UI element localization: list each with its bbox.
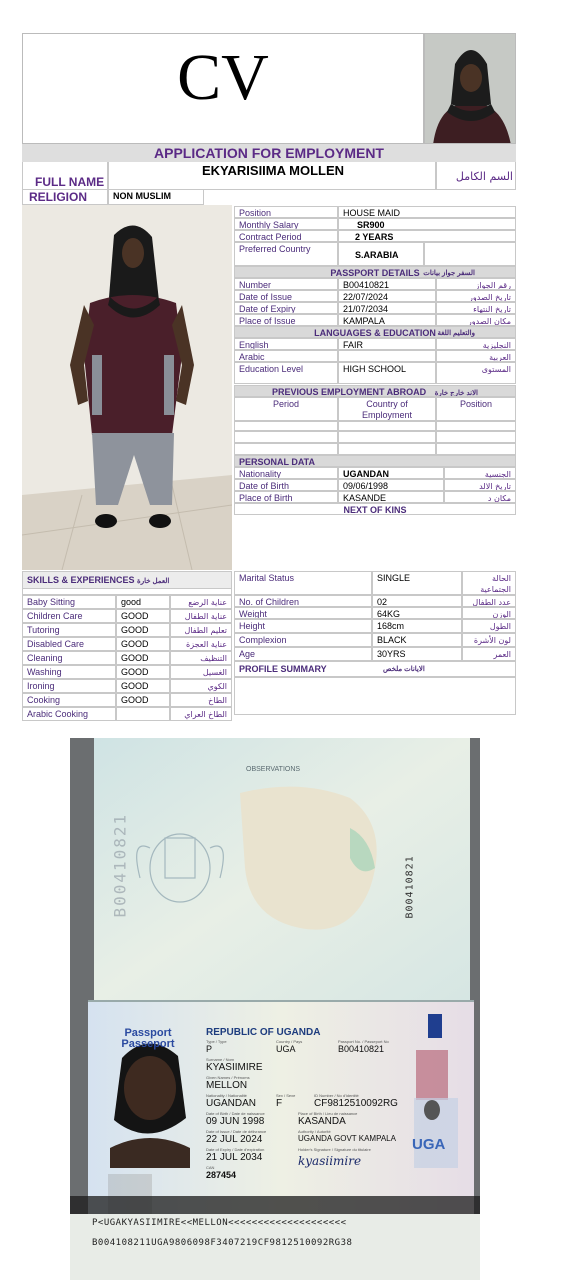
skill-value: GOOD <box>116 665 170 679</box>
height-value: 168cm <box>372 619 462 633</box>
marital-label: Marital Status <box>234 571 372 595</box>
children-ar: عدد الطفال <box>462 595 516 607</box>
skill-label: Children Care <box>22 609 116 623</box>
education-ar: المستوى <box>436 362 516 384</box>
issue-date-label: Date of Issue <box>234 290 338 302</box>
uga-badge: UGA <box>412 1136 446 1153</box>
country-employment-col: Country of Employment <box>338 397 436 421</box>
height-label: Height <box>234 619 372 633</box>
skill-label: Arabic Cooking <box>22 707 116 721</box>
expiry-date-ar: تاريخ النتهاء <box>436 302 516 314</box>
holder-signature: kyasiimire <box>298 1154 362 1168</box>
period-col: Period <box>234 397 338 421</box>
given-label: Given Names / Prénoms <box>206 1075 250 1080</box>
dob-value: 09/06/1998 <box>338 479 444 491</box>
full-name-label-cell <box>22 162 108 190</box>
skill-ar: عناية العجزة <box>170 637 232 651</box>
employment-row <box>436 421 516 431</box>
employment-row <box>338 443 436 455</box>
employment-row <box>338 431 436 443</box>
salary-label: Monthly Salary <box>234 218 338 230</box>
skill-ar: التنظيف <box>170 651 232 665</box>
profile-summary-body <box>234 677 516 715</box>
dob-label-pp: Date of Birth / Date de naissance <box>206 1111 265 1116</box>
english-label: English <box>234 338 338 350</box>
skill-value: GOOD <box>116 637 170 651</box>
position-value: HOUSE MAID <box>338 206 516 218</box>
skill-ar: الكوي <box>170 679 232 693</box>
profile-summary-header <box>234 661 516 677</box>
passport-word-fr: Passeport <box>121 1038 175 1050</box>
religion-label: RELIGION <box>22 190 108 205</box>
arabic-value <box>338 350 436 362</box>
perforated-number: B00410821 <box>110 812 130 918</box>
passport-word-en: Passport <box>124 1027 172 1039</box>
children-label: No. of Children <box>234 595 372 607</box>
passport-number-value: B00410821 <box>338 278 436 290</box>
pob-ar: مكان د <box>444 491 516 503</box>
surname-value: KYASIIMIRE <box>206 1062 263 1073</box>
skill-label: Ironing <box>22 679 116 693</box>
nationality-value: UGANDAN <box>338 467 444 479</box>
doi-label-pp: Date of Issue / Date de délivrance <box>206 1129 267 1134</box>
previous-employment-title: PREVIOUS EMPLOYMENT ABROAD <box>271 387 427 397</box>
skills-title-ar: العمل خارة <box>137 578 170 585</box>
nationality-value-pp: UGANDAN <box>206 1098 257 1109</box>
place-issue-value: KAMPALA <box>338 314 436 326</box>
id-label: ID Number / No d'identité <box>314 1093 359 1098</box>
place-issue-label: Place of Issue <box>234 314 338 326</box>
doe-value-pp: 21 JUL 2034 <box>206 1152 263 1163</box>
profile-summary-title: PROFILE SUMMARY <box>239 664 327 674</box>
full-name-ar-cell <box>436 162 516 190</box>
complexion-value: BLACK <box>372 633 462 647</box>
skill-ar: عناية الطفال <box>170 609 232 623</box>
republic-title: REPUBLIC OF UGANDA <box>206 1027 321 1038</box>
pob-label: Place of Birth <box>234 491 338 503</box>
age-value: 30YRS <box>372 647 462 661</box>
skill-ar: الطاخ العراي <box>170 707 232 721</box>
given-value: MELLON <box>206 1080 248 1091</box>
country-value: UGA <box>276 1044 296 1054</box>
observations-label: OBSERVATIONS <box>246 766 301 773</box>
arabic-ar: العربية <box>436 350 516 362</box>
age-ar: العمر <box>462 647 516 661</box>
issue-date-ar: تاريخ الصدور <box>436 290 516 302</box>
children-value: 02 <box>372 595 462 607</box>
salary-value: SR900 <box>338 218 516 230</box>
height-ar: الطول <box>462 619 516 633</box>
country-value: S.ARABIA <box>338 242 424 266</box>
place-issue-ar: مكان الصدور <box>436 314 516 326</box>
pob-value: KASANDE <box>338 491 444 503</box>
skill-label: Disabled Care <box>22 637 116 651</box>
skill-value: GOOD <box>116 651 170 665</box>
skill-label: Cooking <box>22 693 116 707</box>
id-value: CF9812510092RG <box>314 1098 398 1109</box>
skill-value: good <box>116 595 170 609</box>
passport-word <box>118 1028 178 1050</box>
dob-ar: تاريخ الالد <box>444 479 516 491</box>
surname-label: Surname / Nom <box>206 1057 235 1062</box>
next-of-kins: NEXT OF KINS <box>234 503 516 515</box>
can-label: CAN <box>206 1165 215 1170</box>
nationality-label: Nationality <box>234 467 338 479</box>
vertical-serial: B00410821 <box>404 855 416 919</box>
skill-label: Cleaning <box>22 651 116 665</box>
full-name-ar: السم الكامل <box>455 170 513 183</box>
full-body-photo <box>22 205 232 570</box>
position-col: Position <box>436 397 516 421</box>
previous-employment-header <box>234 385 516 397</box>
skill-value: GOOD <box>116 693 170 707</box>
passport-no-value: B00410821 <box>338 1044 385 1054</box>
nationality-label-pp: Nationality / Nationalité <box>206 1093 247 1098</box>
skill-label: Washing <box>22 665 116 679</box>
authority-value: UGANDA GOVT KAMPALA <box>298 1134 396 1143</box>
doe-label-pp: Date of Expiry / Date d'expiration <box>206 1147 265 1152</box>
position-label: Position <box>234 206 338 218</box>
passport-details-header <box>234 266 516 278</box>
dob-value-pp: 09 JUN 1998 <box>206 1116 265 1127</box>
sex-value: F <box>276 1098 283 1109</box>
marital-value: SINGLE <box>372 571 462 595</box>
employment-row <box>234 421 338 431</box>
contract-label: Contract Period <box>234 230 338 242</box>
religion-value: NON MUSLIM <box>108 190 204 205</box>
passport-number-label: Number <box>234 278 338 290</box>
issue-date-value: 22/07/2024 <box>338 290 436 302</box>
employment-row <box>338 421 436 431</box>
personal-data-header: PERSONAL DATA <box>234 455 516 467</box>
nationality-ar: الجنسية <box>444 467 516 479</box>
arabic-label: Arabic <box>234 350 338 362</box>
weight-ar: الوزن <box>462 607 516 619</box>
skills-title: SKILLS & EXPERIENCES <box>27 575 135 585</box>
passport-no-label: Passport No. / Passeport No <box>338 1039 389 1044</box>
employment-row <box>234 443 338 455</box>
languages-title-ar: والتعليم اللغة <box>437 330 475 337</box>
full-name-value: EKYARISIIMA MOLLEN <box>201 163 345 178</box>
dob-label: Date of Birth <box>234 479 338 491</box>
english-value: FAIR <box>338 338 436 350</box>
weight-value: 64KG <box>372 607 462 619</box>
passport-number-ar: رقم الجواز <box>436 278 516 290</box>
can-value: 287454 <box>206 1170 237 1180</box>
skill-label: Baby Sitting <box>22 595 116 609</box>
skill-ar: الطاخ <box>170 693 232 707</box>
country-empty <box>424 242 516 266</box>
sex-label: Sex / Sexe <box>276 1093 296 1098</box>
languages-header <box>234 326 516 338</box>
passport-details-title: PASSPORT DETAILS <box>330 268 420 278</box>
expiry-date-value: 21/07/2034 <box>338 302 436 314</box>
skill-ar: عناية الرضع <box>170 595 232 609</box>
skill-value: GOOD <box>116 609 170 623</box>
mrz-line-1: P<UGAKYASIIMIRE<<MELLON<<<<<<<<<<<<<<<<<<<< <box>92 1218 347 1228</box>
profile-summary-title-ar: الايانات ملخص <box>383 666 425 673</box>
complexion-ar: لون الأشرة <box>462 633 516 647</box>
skill-ar: تعليم الطفال <box>170 623 232 637</box>
age-label: Age <box>234 647 372 661</box>
application-title: APPLICATION FOR EMPLOYMENT <box>22 144 516 162</box>
skill-ar: الغسيل <box>170 665 232 679</box>
english-ar: النجليزية <box>436 338 516 350</box>
signature-label: Holder's Signature / Signature du titulaire <box>298 1147 371 1152</box>
pob-label-pp: Place of Birth / Lieu de naissance <box>298 1111 358 1116</box>
type-value: P <box>206 1044 213 1054</box>
employment-row <box>234 431 338 443</box>
employment-row <box>436 431 516 443</box>
skill-value <box>116 707 170 721</box>
country-label: Preferred Country <box>234 242 338 266</box>
skills-header <box>22 571 232 589</box>
skill-value: GOOD <box>116 623 170 637</box>
employment-row <box>436 443 516 455</box>
expiry-date-label: Date of Expiry <box>234 302 338 314</box>
doi-value-pp: 22 JUL 2024 <box>206 1134 263 1145</box>
country-label: Country / Pays <box>276 1039 303 1044</box>
full-name-label: FULL NAME <box>35 175 105 189</box>
marital-ar: الحالة الجتماعية <box>462 571 516 595</box>
passport-scan <box>70 738 480 1280</box>
passport-details-title-ar: السفر جواز بيانات <box>423 270 475 277</box>
languages-title: LANGUAGES & EDUCATION <box>314 328 436 338</box>
pob-value-pp: KASANDA <box>298 1116 346 1127</box>
type-label: Type / Type <box>206 1039 227 1044</box>
skill-value: GOOD <box>116 679 170 693</box>
previous-employment-title-ar: الاند خارج خارة <box>434 390 479 397</box>
skill-label: Tutoring <box>22 623 116 637</box>
mrz-line-2: B004108211UGA9806098F3407219CF9812510092RG38 <box>92 1238 353 1248</box>
complexion-label: Complexion <box>234 633 372 647</box>
education-label: Education Level <box>234 362 338 384</box>
authority-label: Authority / Autorité <box>298 1129 331 1134</box>
headshot-photo <box>424 33 516 144</box>
contract-value: 2 YEARS <box>338 230 516 242</box>
cv-title: CV <box>177 41 269 114</box>
weight-label: Weight <box>234 607 372 619</box>
education-value: HIGH SCHOOL <box>338 362 436 384</box>
full-name-value-cell <box>108 162 436 190</box>
